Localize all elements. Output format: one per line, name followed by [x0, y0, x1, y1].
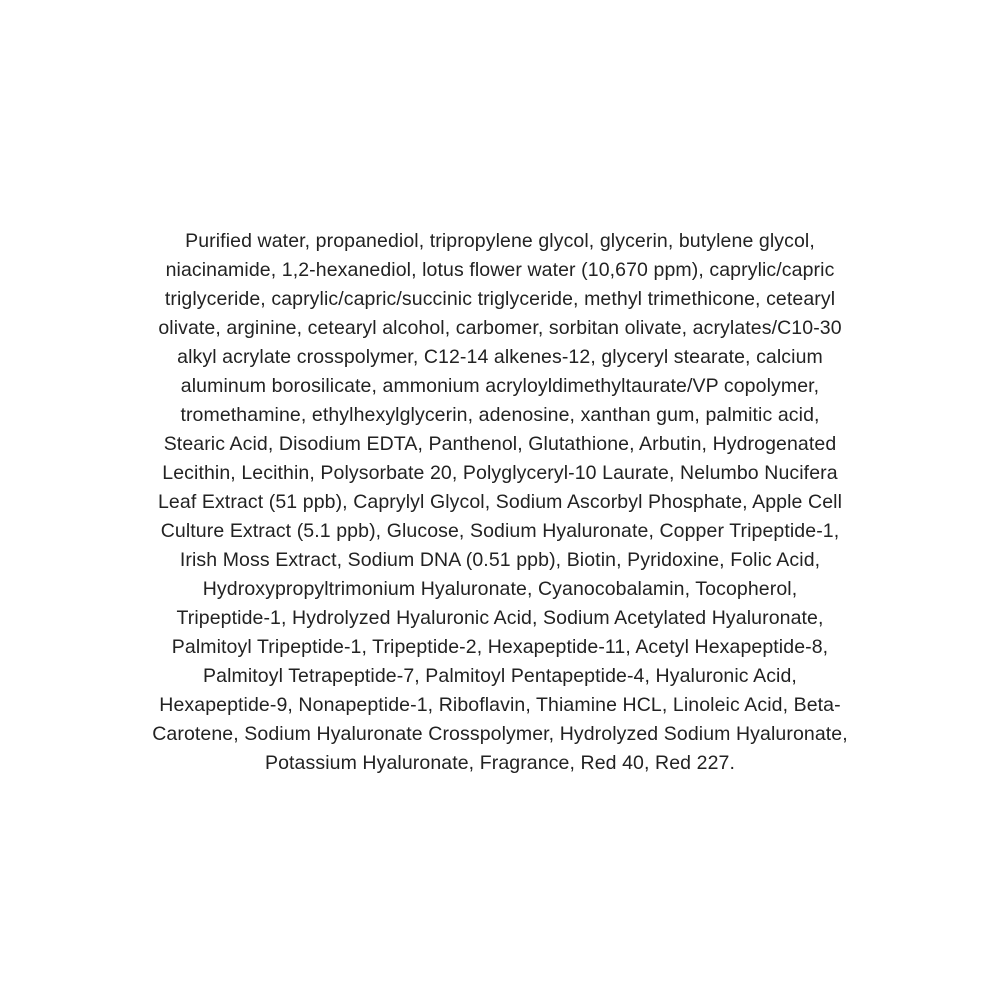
- ingredients-line: triglyceride, caprylic/capric/succinic triglyceride, methyl trimethicone, cetearyl: [164, 288, 836, 310]
- ingredients-line: Culture Extract (5.1 ppb), Glucose, Sodium Hyaluronate, Copper Tripeptide-1,: [160, 520, 840, 542]
- ingredients-line: Carotene, Sodium Hyaluronate Crosspolymer, Hydrolyzed Sodium Hyaluronate,: [152, 723, 848, 745]
- ingredients-line: Lecithin, Lecithin, Polysorbate 20, Polyglyceryl-10 Laurate, Nelumbo Nucifera: [162, 462, 838, 484]
- ingredients-line: Hydroxypropyltrimonium Hyaluronate, Cyanocobalamin, Tocopherol,: [202, 578, 798, 600]
- ingredients-line: Leaf Extract (51 ppb), Caprylyl Glycol, Sodium Ascorbyl Phosphate, Apple Cell: [157, 491, 843, 513]
- ingredients-line: Stearic Acid, Disodium EDTA, Panthenol, Glutathione, Arbutin, Hydrogenated: [163, 433, 837, 455]
- ingredients-line: Purified water, propanediol, tripropylene glycol, glycerin, butylene glycol,: [185, 230, 815, 252]
- ingredients-list: [0, 227, 1000, 778]
- ingredients-line: Palmitoyl Tetrapeptide-7, Palmitoyl Pentapeptide-4, Hyaluronic Acid,: [203, 665, 797, 687]
- ingredients-line: Tripeptide-1, Hydrolyzed Hyaluronic Acid, Sodium Acetylated Hyaluronate,: [176, 607, 824, 629]
- ingredients-line: Palmitoyl Tripeptide-1, Tripeptide-2, Hexapeptide-11, Acetyl Hexapeptide-8,: [171, 636, 829, 658]
- ingredients-line: Hexapeptide-9, Nonapeptide-1, Riboflavin, Thiamine HCL, Linoleic Acid, Beta-: [159, 694, 841, 716]
- ingredients-line: tromethamine, ethylhexylglycerin, adenosine, xanthan gum, palmitic acid,: [180, 404, 820, 426]
- ingredients-line: Irish Moss Extract, Sodium DNA (0.51 ppb), Biotin, Pyridoxine, Folic Acid,: [179, 549, 821, 571]
- ingredients-line: alkyl acrylate crosspolymer, C12-14 alkenes-12, glyceryl stearate, calcium: [177, 346, 823, 368]
- ingredients-line: Potassium Hyaluronate, Fragrance, Red 40, Red 227.: [264, 752, 735, 774]
- ingredients-line: olivate, arginine, cetearyl alcohol, carbomer, sorbitan olivate, acrylates/C10-30: [158, 317, 842, 339]
- ingredients-line: niacinamide, 1,2-hexanediol, lotus flower water (10,670 ppm), caprylic/capric: [165, 259, 835, 281]
- ingredients-line: aluminum borosilicate, ammonium acryloyldimethyltaurate/VP copolymer,: [180, 375, 820, 397]
